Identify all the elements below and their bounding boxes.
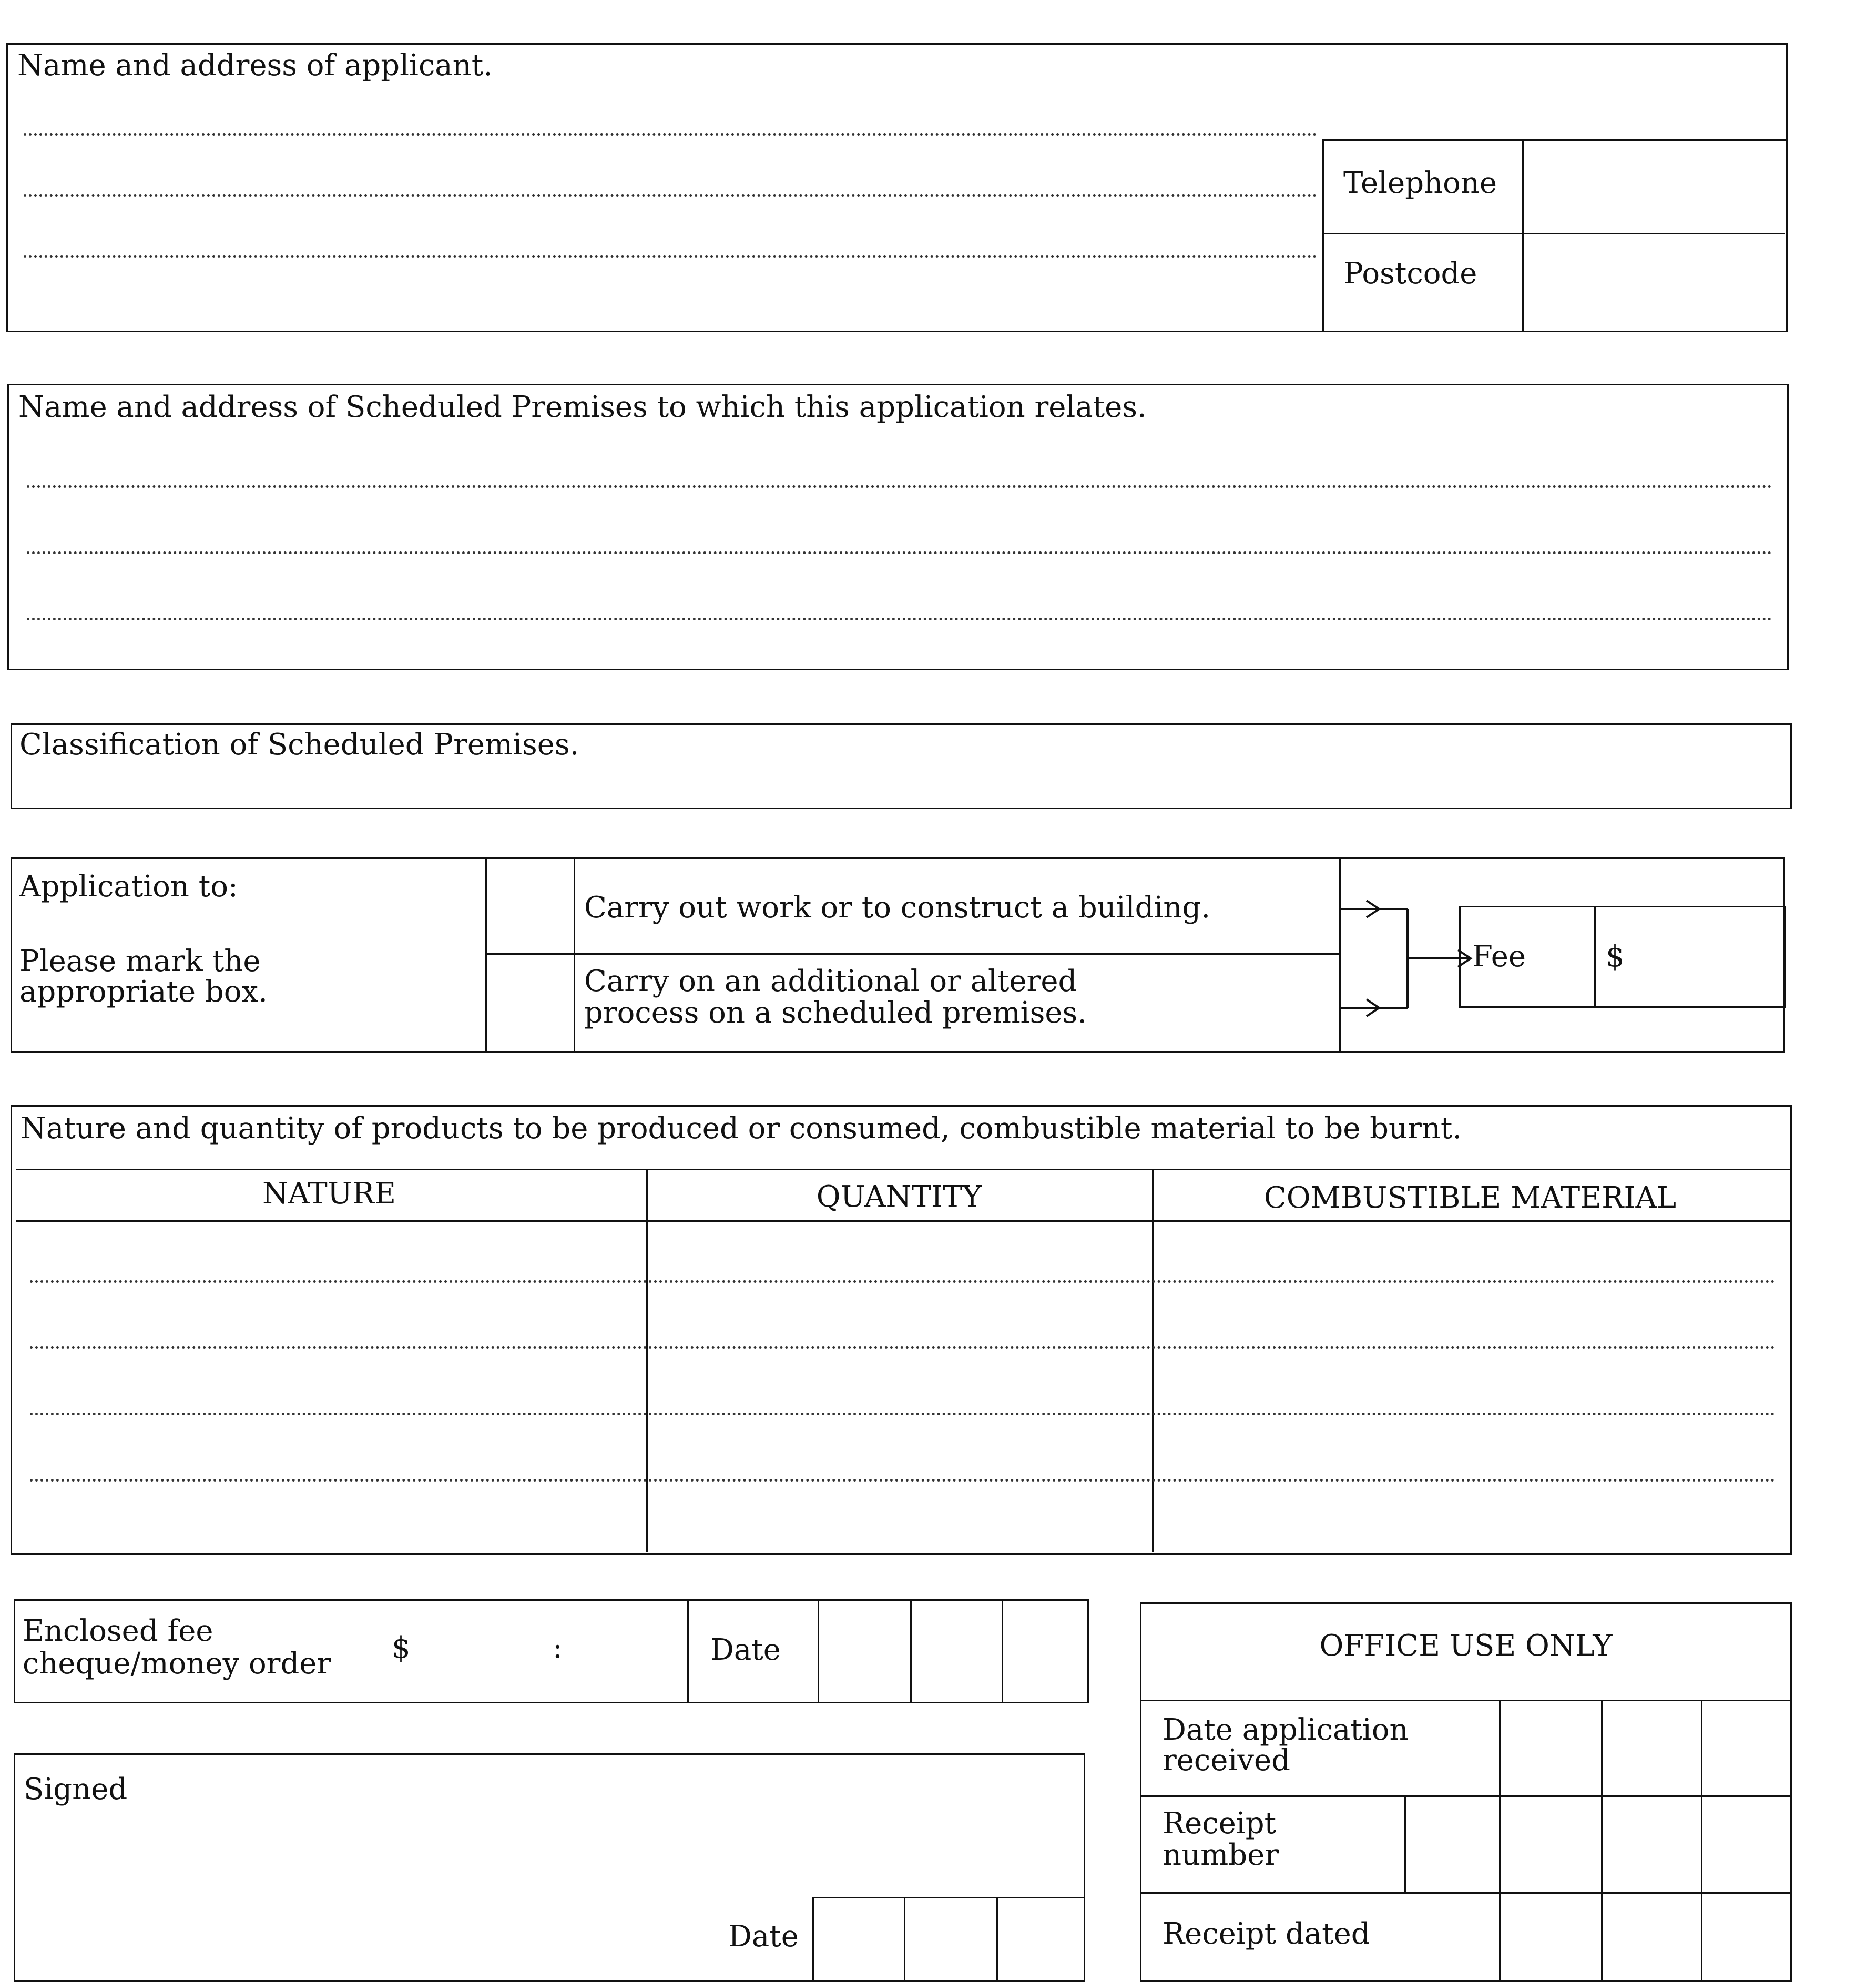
construct-checkbox[interactable] — [487, 861, 573, 952]
products-section — [11, 1105, 1792, 1555]
fee-box — [1459, 906, 1786, 1008]
enclosed-fee-separator: : — [553, 1631, 563, 1665]
signed-month-field[interactable] — [906, 1899, 995, 1980]
office-use-section — [1140, 1602, 1792, 1982]
option-process-label-line-1: Carry on an additional or altered — [584, 964, 1077, 998]
receipt-number-label-line-1: Receipt — [1163, 1806, 1277, 1841]
fee-box-divider — [1594, 907, 1596, 1006]
applicant-line-3[interactable] — [24, 255, 1317, 258]
telephone-label: Telephone — [1343, 166, 1497, 200]
enclosed-fee-amount-field[interactable] — [415, 1603, 688, 1702]
premises-line-3[interactable] — [27, 618, 1772, 620]
receipt-number-field[interactable] — [1406, 1797, 1789, 1891]
office-row-divider — [1141, 1795, 1790, 1797]
enclosed-fee-date-divider — [687, 1601, 689, 1702]
signed-year-field[interactable] — [998, 1899, 1083, 1980]
contact-table-left-border — [1322, 139, 1324, 332]
option-process-label-line-2: process on a scheduled premises. — [584, 996, 1087, 1030]
products-header-top — [16, 1169, 1790, 1170]
classification-label: Classification of Scheduled Premises. — [19, 728, 579, 762]
fee-amount-field[interactable] — [1629, 910, 1785, 1006]
applicant-line-1[interactable] — [24, 133, 1317, 136]
enclosed-fee-year-field[interactable] — [1004, 1603, 1087, 1702]
products-header-bottom — [16, 1220, 1790, 1222]
application-label: Application to: — [19, 870, 238, 904]
office-col-divider — [1404, 1795, 1406, 1892]
telephone-field[interactable] — [1524, 141, 1784, 232]
premises-section — [7, 384, 1789, 670]
process-checkbox[interactable] — [487, 955, 573, 1050]
date-box-border — [910, 1601, 912, 1702]
fee-label: Fee — [1472, 939, 1526, 974]
checkbox-column-left — [485, 859, 487, 1051]
products-label: Nature and quantity of products to be produced or consumed, combustible material to be burnt. — [21, 1111, 1462, 1146]
date-box-border — [1002, 1601, 1003, 1702]
date-received-label-line-2: received — [1163, 1743, 1290, 1777]
products-row-line[interactable] — [30, 1479, 1776, 1482]
date-box-border — [904, 1897, 905, 1982]
contact-table-mid-border — [1522, 139, 1524, 332]
enclosed-fee-label-line-2: cheque/money order — [23, 1647, 331, 1681]
signed-label: Signed — [24, 1772, 128, 1806]
signed-date-top-border — [812, 1897, 1084, 1898]
signature-field[interactable] — [17, 1807, 806, 1965]
office-use-title: OFFICE USE ONLY — [1319, 1629, 1613, 1663]
products-col-divider-1 — [646, 1169, 648, 1552]
products-row-line[interactable] — [30, 1346, 1776, 1349]
applicant-line-2[interactable] — [24, 194, 1317, 197]
products-row-line[interactable] — [30, 1280, 1776, 1283]
products-row-line[interactable] — [30, 1413, 1776, 1415]
checkbox-column-right — [574, 859, 575, 1051]
premises-label: Name and address of Scheduled Premises to which this application relates. — [18, 390, 1147, 424]
contact-table-top-border — [1322, 139, 1786, 141]
premises-line-2[interactable] — [27, 551, 1772, 554]
products-col-divider-2 — [1152, 1169, 1154, 1552]
column-header-combustible: COMBUSTIBLE MATERIAL — [1263, 1181, 1677, 1215]
receipt-number-label-line-2: number — [1163, 1838, 1279, 1872]
enclosed-fee-currency: $ — [392, 1631, 411, 1665]
contact-table-divider — [1322, 233, 1785, 234]
classification-section[interactable] — [11, 723, 1792, 809]
enclosed-fee-day-field[interactable] — [820, 1603, 909, 1702]
date-received-field[interactable] — [1501, 1702, 1789, 1794]
application-section — [11, 857, 1785, 1053]
enclosed-fee-month-field[interactable] — [912, 1603, 1001, 1702]
receipt-dated-label: Receipt dated — [1163, 1917, 1370, 1951]
receipt-dated-field[interactable] — [1501, 1894, 1789, 1979]
application-instruction-line-2: appropriate box. — [19, 975, 268, 1009]
office-row-divider — [1141, 1892, 1790, 1894]
office-row-divider — [1141, 1700, 1790, 1701]
applicant-section — [6, 43, 1788, 332]
option-construct-label: Carry out work or to construct a building. — [584, 891, 1211, 925]
enclosed-fee-section — [14, 1599, 1089, 1703]
options-divider — [485, 953, 1339, 955]
signed-section — [14, 1753, 1085, 1982]
application-instruction-line-1: Please mark the — [19, 944, 261, 978]
signed-day-field[interactable] — [814, 1899, 902, 1980]
date-received-label-line-1: Date application — [1163, 1713, 1409, 1747]
date-box-border — [818, 1601, 819, 1702]
fee-currency: $ — [1606, 939, 1625, 974]
signed-date-label: Date — [728, 1919, 799, 1954]
enclosed-fee-date-label: Date — [710, 1633, 781, 1667]
applicant-label: Name and address of applicant. — [17, 48, 493, 83]
postcode-label: Postcode — [1343, 257, 1477, 291]
enclosed-fee-label-line-1: Enclosed fee — [23, 1614, 213, 1648]
postcode-field[interactable] — [1524, 235, 1784, 332]
premises-line-1[interactable] — [27, 485, 1772, 488]
date-box-border — [996, 1897, 998, 1982]
column-header-quantity: QUANTITY — [816, 1180, 982, 1214]
date-box-border — [812, 1897, 814, 1982]
column-header-nature: NATURE — [262, 1177, 396, 1211]
